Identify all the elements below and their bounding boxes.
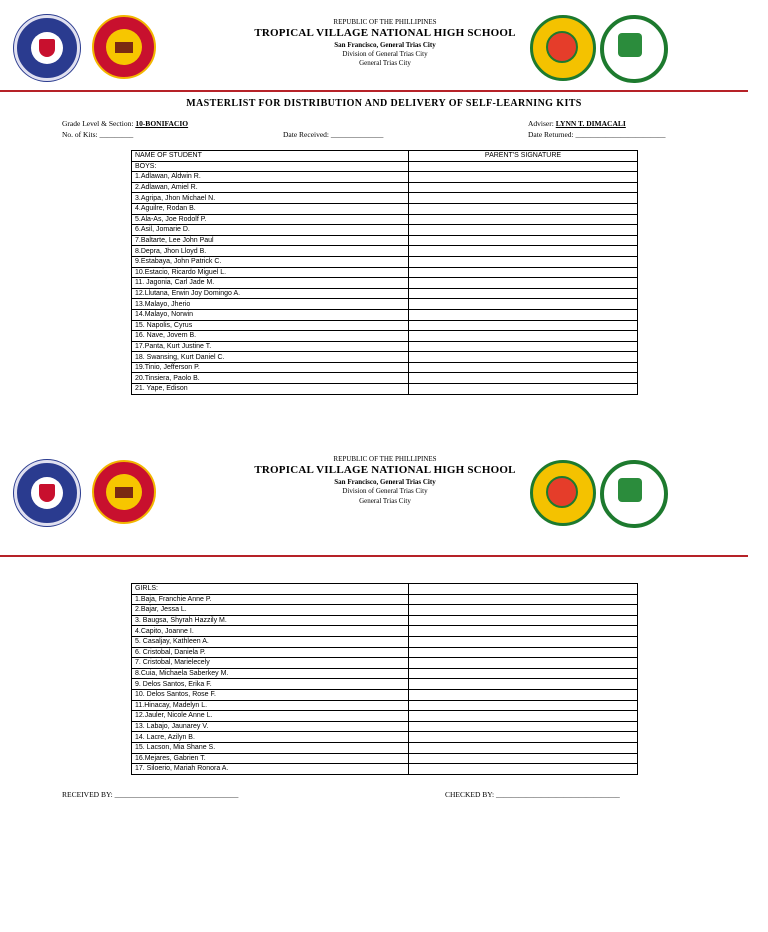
signature-cell[interactable]	[409, 742, 638, 753]
kits-value: _________	[99, 130, 134, 139]
student-name: 17.Panta, Kurt Justine T.	[132, 341, 409, 352]
school-logo-icon	[600, 460, 668, 528]
table-row	[132, 299, 638, 310]
student-name: 13. Labajo, Jaunarey V.	[132, 721, 409, 732]
table-row	[132, 362, 638, 373]
header-top	[0, 10, 768, 80]
signature-cell[interactable]	[409, 341, 638, 352]
table-row	[132, 246, 638, 257]
student-name: 4.Aguilre, Rodan B.	[132, 203, 409, 214]
signature-cell[interactable]	[409, 764, 638, 775]
signature-cell[interactable]	[409, 721, 638, 732]
date-returned-field	[528, 130, 665, 139]
student-name: 1.Adlawan, Aldwin R.	[132, 172, 409, 183]
student-name: 9.Estabaya, John Patrick C.	[132, 256, 409, 267]
signature-cell[interactable]	[409, 626, 638, 637]
header-divider	[0, 555, 748, 557]
group-label: GIRLS:	[132, 584, 409, 595]
table-row	[132, 320, 638, 331]
signature-cell[interactable]	[409, 679, 638, 690]
table-row	[132, 267, 638, 278]
signature-cell[interactable]	[409, 288, 638, 299]
checked-by-line: CHECKED BY: _________________________________	[445, 790, 620, 799]
signature-cell[interactable]	[409, 753, 638, 764]
signature-cell[interactable]	[409, 594, 638, 605]
table-row	[132, 331, 638, 342]
table-row	[132, 384, 638, 395]
table-row	[132, 700, 638, 711]
student-name: 7.Baltarte, Lee John Paul	[132, 235, 409, 246]
student-name: 6.Asil, Jomarie D.	[132, 225, 409, 236]
table-row	[132, 615, 638, 626]
kits-field	[62, 130, 133, 139]
received-by-line: RECEIVED BY: _________________________________	[62, 790, 239, 799]
grade-level-label: Grade Level & Section:	[62, 119, 134, 128]
student-name: 12.Jauler, Nicole Anne L.	[132, 711, 409, 722]
signature-cell[interactable]	[409, 636, 638, 647]
table-row	[132, 742, 638, 753]
group-row	[132, 161, 638, 172]
student-name: 12.Llutana, Erwin Joy Domingo A.	[132, 288, 409, 299]
signature-cell[interactable]	[409, 700, 638, 711]
deped-seal-icon	[14, 460, 80, 526]
table-row	[132, 732, 638, 743]
date-returned-value: ________________________	[575, 130, 666, 139]
grade-level-field	[62, 119, 188, 128]
student-name: 4.Capito, Joanne I.	[132, 626, 409, 637]
school-address: San Francisco, General Trias City	[334, 478, 436, 486]
signature-cell[interactable]	[409, 172, 638, 183]
student-name: 15. Lacson, Mia Shane S.	[132, 742, 409, 753]
student-name: 7. Cristobal, Marielecely	[132, 658, 409, 669]
student-name: 2.Bajar, Jessa L.	[132, 605, 409, 616]
date-received-field	[283, 130, 383, 139]
student-name: 10. Delos Santos, Rose F.	[132, 689, 409, 700]
city-text: General Trias City	[359, 59, 411, 67]
header-divider	[0, 90, 748, 92]
signature-cell[interactable]	[409, 584, 638, 595]
student-name: 18. Swansing, Kurt Daniel C.	[132, 352, 409, 363]
signature-cell[interactable]	[409, 615, 638, 626]
table-row	[132, 193, 638, 204]
signature-cell[interactable]	[409, 203, 638, 214]
group-label: BOYS:	[132, 161, 409, 172]
col-signature-header: PARENT'S SIGNATURE	[409, 151, 638, 162]
student-name: 11.Hinacay, Madelyn L.	[132, 700, 409, 711]
student-name: 17. Siloerio, Mariah Ronora A.	[132, 764, 409, 775]
signature-cell[interactable]	[409, 711, 638, 722]
student-name: 8.Depra, Jhon Lloyd B.	[132, 246, 409, 257]
signature-cell[interactable]	[409, 182, 638, 193]
table-row	[132, 309, 638, 320]
school-seal-icon	[530, 15, 596, 81]
table-row	[132, 182, 638, 193]
signature-cell[interactable]	[409, 214, 638, 225]
date-returned-label: Date Returned:	[528, 130, 574, 139]
table-row	[132, 711, 638, 722]
signature-cell[interactable]	[409, 267, 638, 278]
table-row	[132, 235, 638, 246]
signature-cell[interactable]	[409, 373, 638, 384]
student-name: 3.Agripa, Jhon Michael N.	[132, 193, 409, 204]
student-name: 5. Casaljay, Kathleen A.	[132, 636, 409, 647]
city-text: General Trias City	[359, 497, 411, 505]
date-received-value: ______________	[330, 130, 384, 139]
page-title: MASTERLIST FOR DISTRIBUTION AND DELIVERY OF SELF-LEARNING KITS	[186, 98, 582, 109]
student-name: 11. Jagonia, Carl Jade M.	[132, 278, 409, 289]
boys-table	[131, 150, 638, 395]
table-row	[132, 658, 638, 669]
header-repeat	[0, 455, 768, 525]
table-row	[132, 203, 638, 214]
signature-cell[interactable]	[409, 299, 638, 310]
table-row	[132, 626, 638, 637]
division-text: Division of General Trias City	[342, 50, 428, 58]
student-name: 2.Adlawan, Amiel R.	[132, 182, 409, 193]
school-name: TROPICAL VILLAGE NATIONAL HIGH SCHOOL	[254, 464, 516, 476]
student-name: 16.Mejares, Gabrien T.	[132, 753, 409, 764]
student-name: 10.Estacio, Ricardo Miguel L.	[132, 267, 409, 278]
signature-cell[interactable]	[409, 647, 638, 658]
table-row	[132, 256, 638, 267]
adviser-label: Adviser:	[528, 119, 554, 128]
student-name: 9. Delos Santos, Erika F.	[132, 679, 409, 690]
division-seal-icon	[92, 460, 156, 524]
table-row	[132, 721, 638, 732]
signature-cell[interactable]	[409, 256, 638, 267]
adviser-value: LYNN T. DIMACALI	[555, 119, 626, 128]
table-row	[132, 288, 638, 299]
group-row	[132, 584, 638, 595]
school-seal-icon	[530, 460, 596, 526]
table-row	[132, 278, 638, 289]
signature-cell[interactable]	[409, 309, 638, 320]
signature-cell[interactable]	[409, 352, 638, 363]
school-address: San Francisco, General Trias City	[334, 41, 436, 49]
table-row	[132, 647, 638, 658]
deped-seal-icon	[14, 15, 80, 81]
student-name: 1.Baja, Franchie Anne P.	[132, 594, 409, 605]
table-header-row	[132, 151, 638, 162]
table-row	[132, 352, 638, 363]
kits-label: No. of Kits:	[62, 130, 98, 139]
student-name: 19.Tinio, Jefferson P.	[132, 362, 409, 373]
signature-cell[interactable]	[409, 732, 638, 743]
date-received-label: Date Received:	[283, 130, 330, 139]
school-logo-icon	[600, 15, 668, 83]
school-name: TROPICAL VILLAGE NATIONAL HIGH SCHOOL	[254, 27, 516, 39]
table-row	[132, 605, 638, 616]
student-name: 3. Baugsa, Shyrah Hazzily M.	[132, 615, 409, 626]
col-student-header: NAME OF STUDENT	[132, 151, 409, 162]
student-name: 13.Malayo, Jherio	[132, 299, 409, 310]
signature-cell[interactable]	[409, 689, 638, 700]
student-name: 21. Yape, Edison	[132, 384, 409, 395]
republic-text: REPUBLIC OF THE PHILLIPINES	[333, 18, 437, 26]
republic-text: REPUBLIC OF THE PHILLIPINES	[333, 455, 437, 463]
signature-cell[interactable]	[409, 384, 638, 395]
table-row	[132, 636, 638, 647]
signature-cell[interactable]	[409, 235, 638, 246]
student-name: 15. Napolis, Cyrus	[132, 320, 409, 331]
signature-cell[interactable]	[409, 193, 638, 204]
table-row	[132, 341, 638, 352]
grade-level-value: 10-BONIFACIO	[135, 119, 189, 128]
student-name: 20.Tinsiera, Paolo B.	[132, 373, 409, 384]
signature-cell[interactable]	[409, 668, 638, 679]
signature-cell[interactable]	[409, 362, 638, 373]
table-row	[132, 214, 638, 225]
student-name: 16. Nave, Jovem B.	[132, 331, 409, 342]
signature-cell[interactable]	[409, 320, 638, 331]
adviser-field	[528, 119, 626, 128]
table-row	[132, 753, 638, 764]
signature-cell[interactable]	[409, 225, 638, 236]
signature-cell[interactable]	[409, 658, 638, 669]
table-row	[132, 373, 638, 384]
division-text: Division of General Trias City	[342, 487, 428, 495]
student-name: 5.Ala-As, Joe Rodolf P.	[132, 214, 409, 225]
signature-cell[interactable]	[409, 161, 638, 172]
student-name: 14. Lacre, Azilyn B.	[132, 732, 409, 743]
table-row	[132, 679, 638, 690]
student-name: 6. Cristobal, Daniela P.	[132, 647, 409, 658]
girls-table	[131, 583, 638, 775]
signature-cell[interactable]	[409, 246, 638, 257]
table-row	[132, 172, 638, 183]
table-row	[132, 689, 638, 700]
student-name: 14.Malayo, Norwin	[132, 309, 409, 320]
table-row	[132, 668, 638, 679]
signature-cell[interactable]	[409, 605, 638, 616]
table-row	[132, 594, 638, 605]
table-row	[132, 764, 638, 775]
table-row	[132, 225, 638, 236]
signature-cell[interactable]	[409, 278, 638, 289]
signature-cell[interactable]	[409, 331, 638, 342]
student-name: 8.Cuia, Michaela Saberkey M.	[132, 668, 409, 679]
division-seal-icon	[92, 15, 156, 79]
